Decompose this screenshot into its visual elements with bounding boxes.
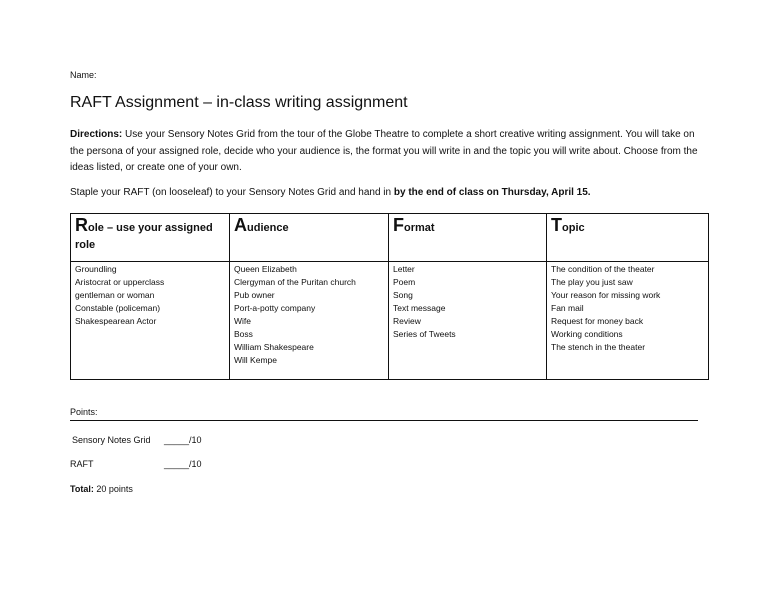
audience-option: Port-a-potty company — [234, 303, 316, 313]
topic-options-cell — [547, 262, 709, 380]
role-option: Groundling — [75, 264, 117, 274]
sensory-notes-label: Sensory Notes Grid — [72, 435, 151, 445]
role-option: gentleman or woman — [75, 290, 155, 300]
audience-option: William Shakespeare — [234, 342, 314, 352]
raft-header-row — [71, 214, 709, 262]
format-header-initial: F — [393, 215, 404, 235]
staple-text: Staple your RAFT (on looseleaf) to your Sensory Notes Grid and hand in — [70, 187, 394, 198]
audience-option: Queen Elizabeth — [234, 264, 297, 274]
directions-text: Use your Sensory Notes Grid from the tour of the Globe Theatre to complete a short creative writing assignment. You will take on the persona of your assigned role, decide who your audience is, the format you will write in and the topic you will write about. Choose from the ideas listed, or create one of your own. — [70, 129, 698, 173]
topic-option: The condition of the theater — [551, 264, 655, 274]
format-option: Letter — [393, 264, 415, 274]
audience-option: Will Kempe — [234, 355, 277, 365]
raft-label: RAFT — [70, 459, 94, 469]
format-options-cell — [389, 262, 547, 380]
staple-instructions — [70, 187, 710, 198]
format-header — [389, 214, 547, 262]
total-label: Total: — [70, 484, 94, 494]
format-option: Song — [393, 290, 413, 300]
audience-options-cell — [230, 262, 389, 380]
name-label: Name: — [70, 70, 97, 80]
directions-label: Directions: — [70, 129, 123, 140]
audience-option: Pub owner — [234, 290, 275, 300]
total-value: 20 points — [93, 484, 133, 494]
raft-score: _____/10 — [164, 459, 202, 469]
audience-header — [230, 214, 389, 262]
topic-header-initial: T — [551, 215, 562, 235]
topic-header-rest: opic — [562, 222, 585, 234]
staple-deadline: by the end of class on Thursday, April 15. — [393, 187, 591, 198]
format-option: Series of Tweets — [393, 329, 456, 339]
directions-paragraph — [70, 127, 702, 177]
audience-header-initial: A — [234, 215, 247, 235]
raft-score-row — [70, 459, 202, 469]
format-option: Poem — [393, 277, 416, 287]
raft-options-row — [71, 262, 709, 380]
total-points — [70, 484, 133, 494]
audience-option: Boss — [234, 329, 253, 339]
format-header-rest: ormat — [404, 222, 435, 234]
points-label: Points: — [70, 407, 98, 417]
audience-header-rest: udience — [247, 222, 289, 234]
topic-option: Fan mail — [551, 303, 584, 313]
sensory-notes-score-row — [72, 435, 202, 445]
raft-table — [70, 213, 709, 380]
points-divider — [70, 420, 698, 421]
role-header-rest: ole – use your assigned role — [75, 222, 213, 251]
sensory-notes-score: _____/10 — [164, 435, 202, 445]
role-option: Aristocrat or upperclass — [75, 277, 165, 287]
role-header-initial: R — [75, 215, 88, 235]
page-title: RAFT Assignment – in-class writing assignment — [70, 94, 408, 111]
audience-option: Wife — [234, 316, 251, 326]
topic-header — [547, 214, 709, 262]
format-option: Review — [393, 316, 421, 326]
topic-option: Your reason for missing work — [551, 290, 661, 300]
role-option: Shakespearean Actor — [75, 316, 157, 326]
role-header — [71, 214, 230, 262]
topic-option: Working conditions — [551, 329, 623, 339]
role-option: Constable (policeman) — [75, 303, 161, 313]
topic-option: The stench in the theater — [551, 342, 646, 352]
topic-option: The play you just saw — [551, 277, 633, 287]
format-option: Text message — [393, 303, 446, 313]
audience-option: Clergyman of the Puritan church — [234, 277, 356, 287]
role-options-cell — [71, 262, 230, 380]
topic-option: Request for money back — [551, 316, 644, 326]
